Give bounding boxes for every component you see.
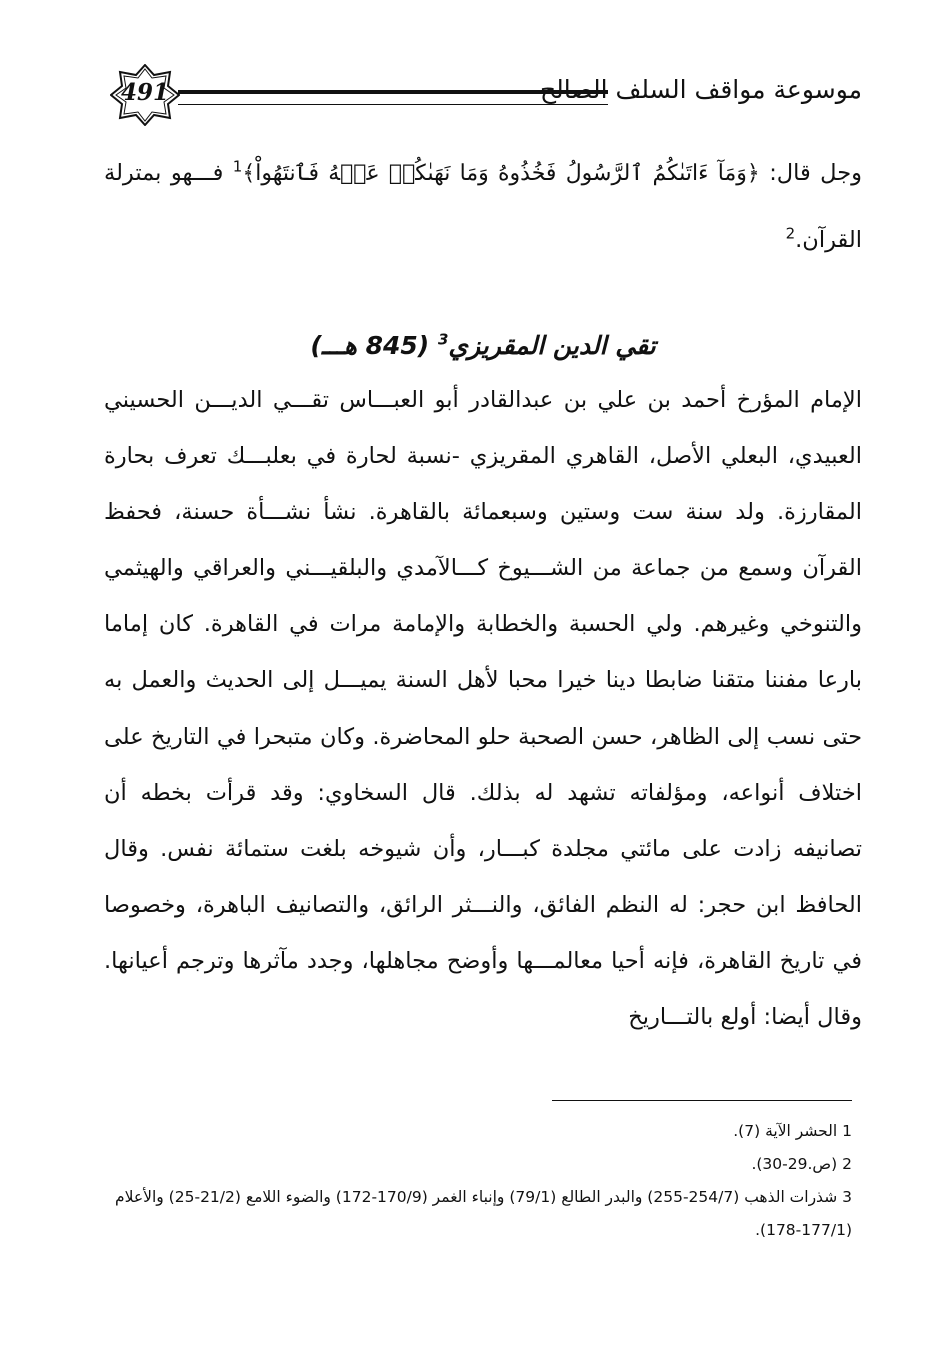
footnote-text: الحشر الآية (7). — [733, 1122, 843, 1140]
footnote-ref-2: 2 — [785, 224, 796, 243]
quran-verse: ﴿وَمَآ ءَاتَىٰكُمُ ٱلرَّسُولُ فَخُذُوهُ وَمَا نَهَىٰكُمۡ عَنۡهُ فَٱنتَهُواْ﴾ — [242, 161, 760, 186]
footnotes — [104, 1115, 852, 1247]
footnote-number: 2 — [842, 1155, 852, 1173]
intro-lead: وجل قال: — [759, 160, 862, 186]
intro-after-verse: فـــهو بمترلة القرآن. — [104, 160, 862, 253]
page-number: 491 — [120, 79, 169, 106]
footnote-ref-3: 3 — [437, 330, 449, 349]
footnote-text: (ص.29-30). — [751, 1155, 843, 1173]
page-number-badge — [110, 64, 180, 126]
footnote-1 — [104, 1115, 852, 1148]
footnote-number: 3 — [842, 1188, 852, 1206]
biography-paragraph: الإمام المؤرخ أحمد بن علي بن عبدالقادر أبو العبـــاس تقـــي الديـــن الحسيني العبيدي، البعلي الأصل، القاهري المقريزي -نسبة لحارة في بعلبـــك تعرف بحارة المقارزة. ولد سنة ست وستين وسبعمائة بالقاهرة. نشأ نشـــأة حسنة، فحفظ القرآن وسمع من جماعة من الشـــيوخ كـــالآمدي والبلقيـــني والعراقي والهيثمي والتنوخي وغيرهم. ولي الحسبة والخطابة والإمامة مرات في القاهرة. كان إماما بارعا مفننا متقنا ضابطا دينا خيرا محبا لأهل السنة يميـــل إلى الحديث والعمل به حتى نسب إلى الظاهر، حسن الصحبة حلو المحاضرة. وكان متبحرا في التاريخ على اختلاف أنواعه، ومؤلفاته تشهد له بذلك. قال السخاوي: وقد قرأت بخطه أن تصانيفه زادت على مائتي مجلدة كبـــار، وأن شيوخه بلغت ستمائة نفس. وقال الحافظ ابن حجر: له النظم الفائق، والنـــثر الرائق، والتصانيف الباهرة، وخصوصا في تاريخ القاهرة، فإنه أحيا معالمـــها وأوضح مجاهلها، وجدد مآثرها وترجم أعيانها. وقال أيضا: أولع بالتـــاريخ — [104, 387, 862, 1031]
footnote-ref-1: 1 — [232, 157, 243, 176]
section-title-name: تقي الدين المقريزي — [448, 331, 656, 360]
section-heading — [104, 326, 862, 366]
footnote-number: 1 — [842, 1122, 852, 1140]
footnote-text: شذرات الذهب (254/7-255) والبدر الطالع (79/1) وإنباء الغمر (170/9-172) والضوء اللامع (21/2-25) والأعلام (177/1-178). — [115, 1188, 852, 1239]
book-title: موسوعة مواقف السلف الصالح — [539, 75, 862, 104]
page-header — [108, 62, 862, 128]
footnote-3 — [104, 1181, 852, 1247]
intro-paragraph — [104, 140, 862, 273]
section-title-year: (845 هـــ) — [310, 331, 438, 360]
footnote-2 — [104, 1148, 852, 1181]
footnote-divider — [552, 1100, 852, 1101]
